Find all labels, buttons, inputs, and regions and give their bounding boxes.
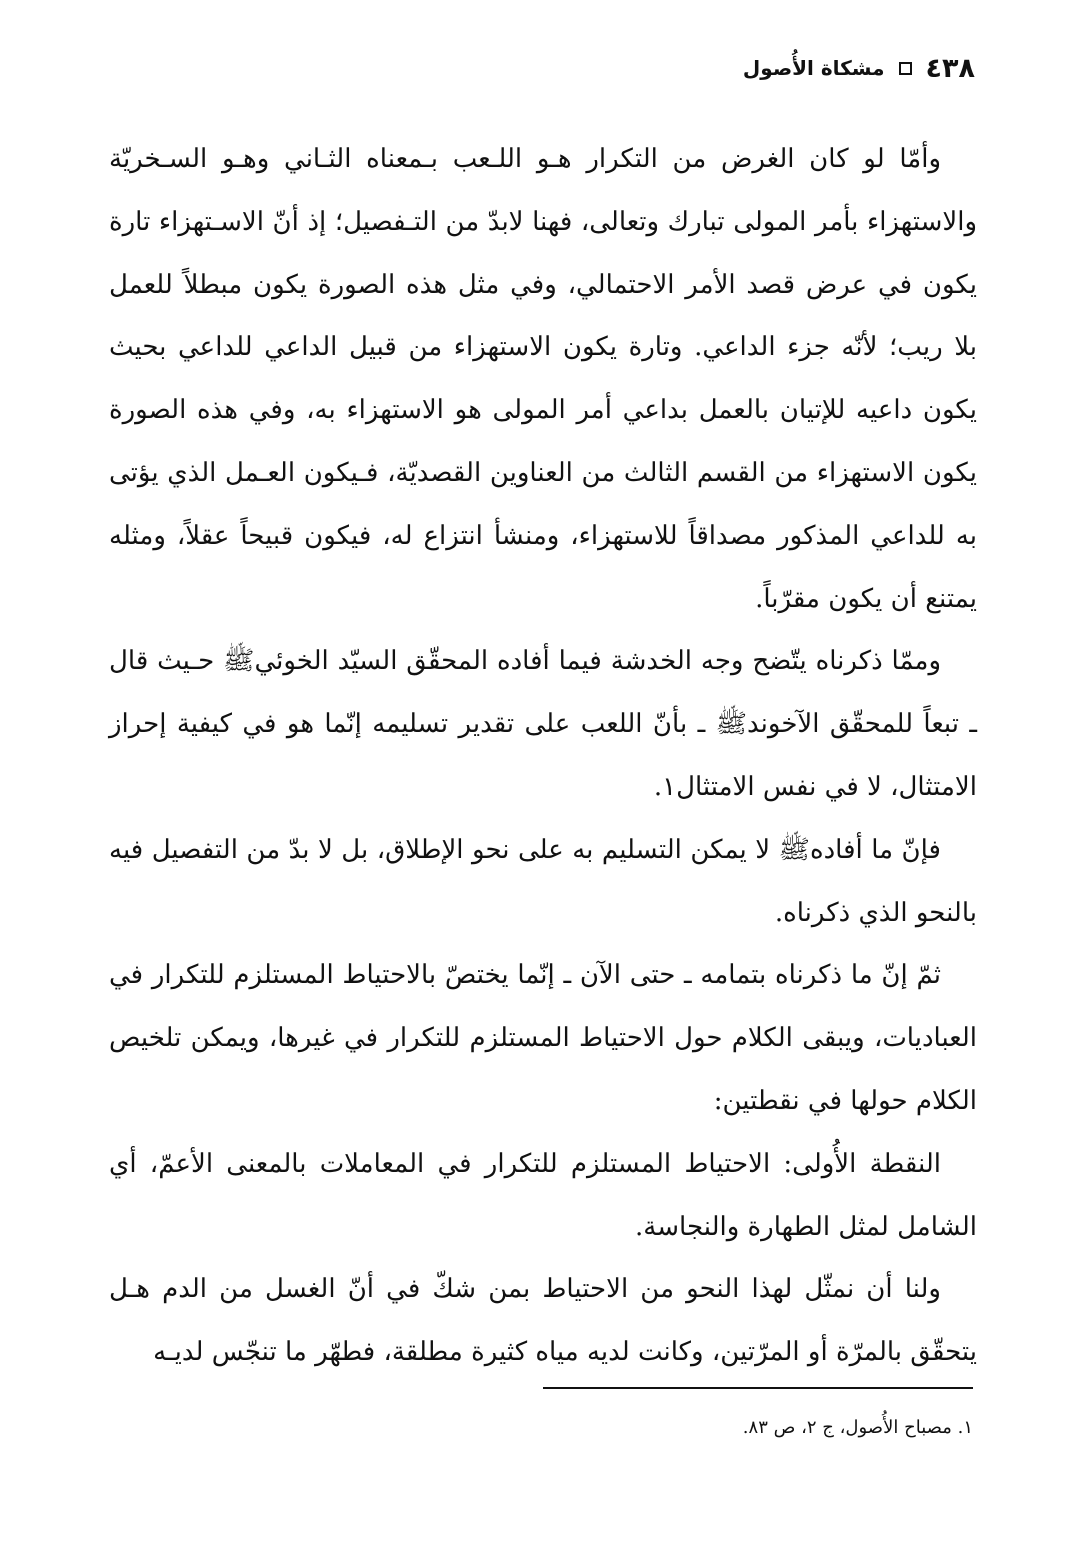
- main-text: [109, 128, 977, 1384]
- page-number: ٤٣٨: [925, 52, 975, 84]
- paragraph: النقطة الأُولى: الاحتياط المستلزم للتكرار في المعاملات بالمعنى الأعمّ، أي الشامل لمثل الطهارة والنجاسة.: [109, 1148, 977, 1242]
- footnote-divider: [543, 1387, 973, 1389]
- paragraph: فإنّ ما أفادهﷺ لا يمكن التسليم به على نحو الإطلاق، بل لا بدّ من التفصيل فيه بالنحو الذي ذكرناه.: [109, 834, 977, 928]
- paragraph: وأمّا لو كان الغرض من التكرار هـو اللـعب بـمعناه الثـاني وهـو السـخريّة والاستهزاء بأمر المولى تبارك وتعالى، فهنا لابدّ من التـفصيل؛ إذ أنّ الاسـتهزاء تارة يكون في عرض قصد الأمر الاحتمالي، وفي مثل هذه الصورة يكون مبطلاً للعمل بلا ريب؛ لأنّه جزء الداعي. وتارة يكون الاستهزاء من قبيل الداعي للداعي بحيث يكون داعيه للإتيان بالعمل بداعي أمر المولى هو الاستهزاء به، وفي هذه الصورة يكون الاستهزاء من القسم الثالث من العناوين القصديّة، فـيكون العـمل الذي يؤتى به للداعي المذكور مصداقاً للاستهزاء، ومنشأ انتزاع له، فيكون قبيحاً عقلاً، ومثله يمتنع أن يكون مقرّباً.: [109, 144, 977, 614]
- page-header: [743, 48, 975, 88]
- separator-square-icon: [899, 62, 912, 75]
- paragraph: ولنا أن نمثّل لهذا النحو من الاحتياط بمن شكّ في أنّ الغسل من الدم هـل يتحقّق بالمرّة أو المرّتين، وكانت لديه مياه كثيرة مطلقة، فطهّر ما تنجّس لديـه: [109, 1274, 977, 1368]
- paragraph: ثمّ إنّ ما ذكرناه بتمامه ـ حتى الآن ـ إنّما يختصّ بالاحتياط المستلزم للتكرار في العباديات، ويبقى الكلام حول الاحتياط المستلزم للتكرار في غيرها، ويمكن تلخيص الكلام حولها في نقطتين:: [109, 960, 978, 1116]
- running-book-title: مشكاة الأُصول: [742, 56, 885, 80]
- footnote: ١. مصباح الأُصول، ج ٢، ص ٨٣.: [742, 1417, 973, 1438]
- paragraph: وممّا ذكرناه يتّضح وجه الخدشة فيما أفاده المحقّق السيّد الخوئيﷺ حـيث قال ـ تبعاً للمحقّق الآخوندﷺ ـ بأنّ اللعب على تقدير تسليمه إنّما هو في كيفية إحراز الامتثال، لا في نفس الامتثال١.: [109, 646, 978, 802]
